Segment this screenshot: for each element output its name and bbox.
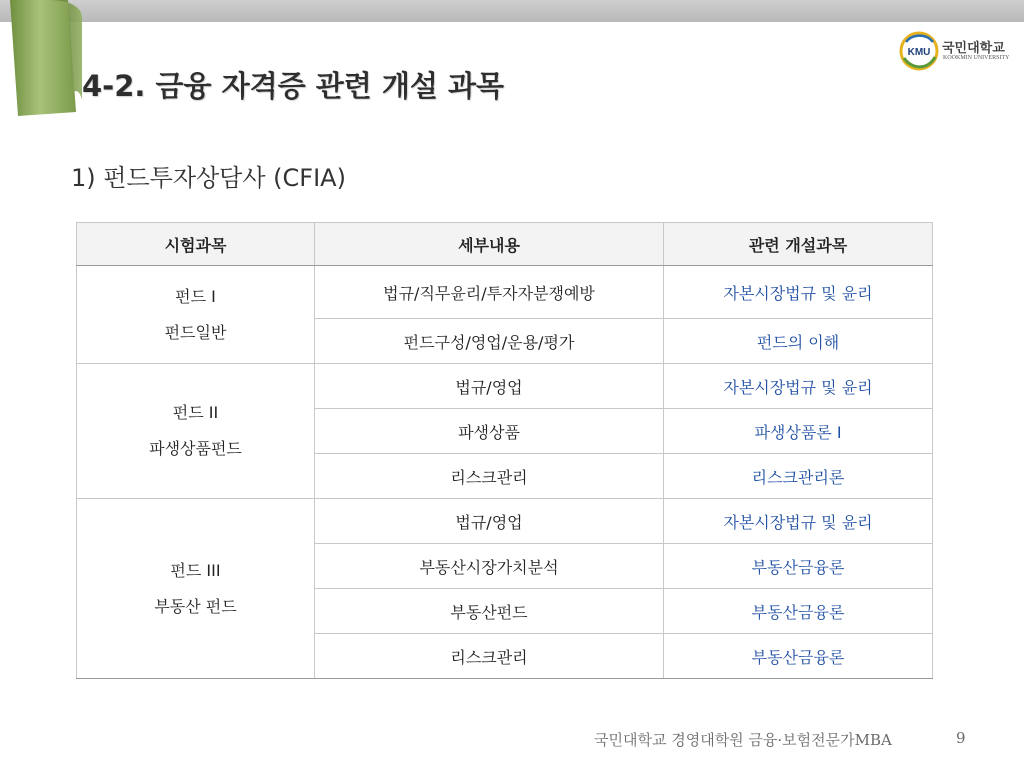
- subject-cell-fund-3: [77, 499, 315, 679]
- subject-name: 펀드 I: [175, 286, 216, 306]
- subject-cell-fund-1: [77, 266, 315, 364]
- kmu-emblem-icon: [898, 30, 940, 72]
- table-row: [77, 266, 933, 319]
- subject-category: 파생상품펀드: [149, 439, 242, 458]
- green-ribbon-decoration: [10, 0, 86, 116]
- detail-cell: 리스크관리: [315, 634, 664, 679]
- detail-cell: 부동산시장가치분석: [315, 544, 664, 589]
- detail-cell: 펀드구성/영업/운용/평가: [315, 319, 664, 364]
- detail-cell: 법규/영업: [315, 364, 664, 409]
- page-title: 4-2. 금융 자격증 관련 개설 과목: [82, 69, 505, 103]
- section-subtitle: 1) 펀드투자상담사 (CFIA): [71, 164, 346, 192]
- course-cell: 부동산금융론: [664, 589, 933, 634]
- table-row: [77, 364, 933, 409]
- subject-cell-fund-2: [77, 364, 315, 499]
- subject-category: 펀드일반: [164, 322, 227, 342]
- course-cell: 자본시장법규 및 윤리: [664, 499, 933, 544]
- course-cell: 부동산금융론: [664, 544, 933, 589]
- subject-name: 펀드 II: [172, 403, 219, 422]
- kmu-mark-text: KMU: [907, 47, 931, 58]
- course-cell: 리스크관리론: [664, 454, 933, 499]
- course-cell: 자본시장법규 및 윤리: [664, 266, 933, 319]
- course-cell: 펀드의 이해: [664, 319, 933, 364]
- top-band: [0, 0, 1024, 22]
- header-exam-subject: 시험과목: [77, 223, 315, 266]
- kmu-logo: [898, 30, 1016, 74]
- table-header-row: [77, 223, 933, 266]
- logo-name-english: KOOKMIN UNIVERSITY: [943, 55, 1010, 61]
- course-cell: 부동산금융론: [664, 634, 933, 679]
- subject-category: 부동산 펀드: [154, 596, 237, 616]
- detail-cell: 부동산펀드: [315, 589, 664, 634]
- exam-subject-table: [76, 222, 933, 679]
- subject-name: 펀드 III: [170, 560, 221, 580]
- header-related-course: 관련 개설과목: [664, 223, 933, 266]
- detail-cell: 리스크관리: [315, 454, 664, 499]
- course-cell: 파생상품론 I: [664, 409, 933, 454]
- footer-text: 국민대학교 경영대학원 금융·보험전문가MBA: [594, 731, 892, 749]
- course-cell: 자본시장법규 및 윤리: [664, 364, 933, 409]
- logo-name-korean: 국민대학교: [942, 41, 1005, 56]
- page-number: 9: [956, 729, 966, 747]
- detail-cell: 파생상품: [315, 409, 664, 454]
- table-row: [77, 499, 933, 544]
- header-detail-content: 세부내용: [315, 223, 664, 266]
- detail-cell: 법규/영업: [315, 499, 664, 544]
- detail-cell: 법규/직무윤리/투자자분쟁예방: [315, 266, 664, 319]
